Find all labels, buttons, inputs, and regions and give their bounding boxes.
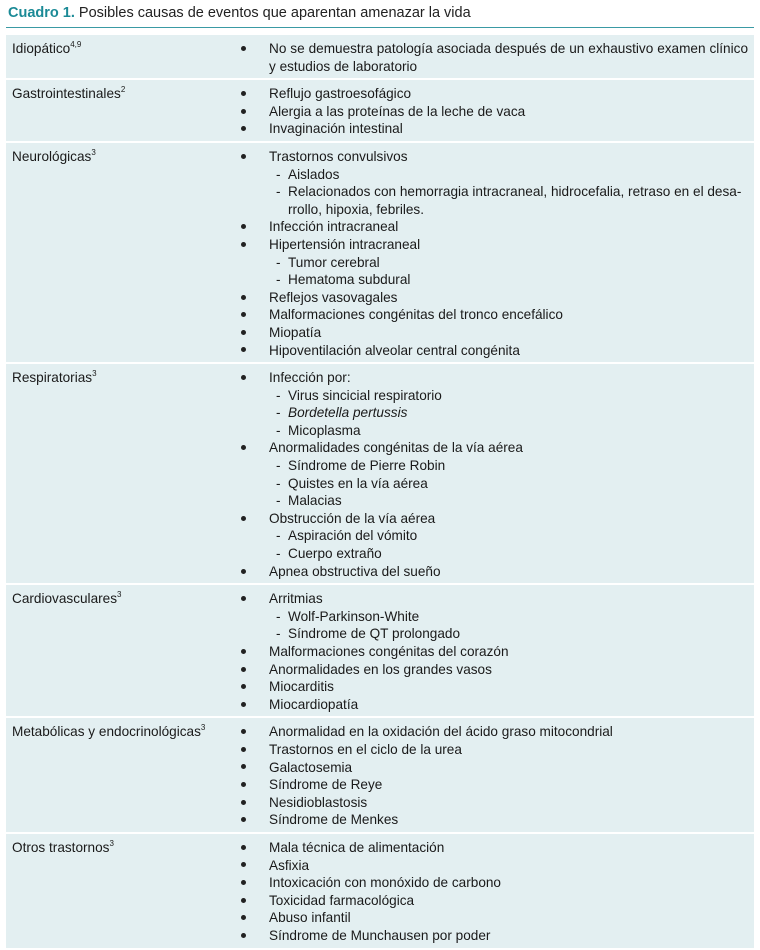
dash-icon: -: [276, 166, 281, 182]
item-text: Infección intracraneal: [269, 219, 399, 235]
dash-icon: -: [276, 493, 281, 509]
bullet-icon: [238, 342, 269, 360]
bullet-icon: [238, 306, 269, 324]
sub-list-item: [250, 475, 748, 493]
item-text: Reflujo gastroesofágico: [269, 86, 412, 102]
item-text: Malformaciones congénitas del corazón: [269, 644, 509, 659]
list-item: [238, 857, 748, 875]
dash-icon: -: [276, 458, 281, 474]
dash-icon: -: [276, 184, 281, 200]
items-cell: [238, 723, 754, 829]
caption-divider: [6, 27, 754, 28]
sub-list-item: [250, 527, 748, 545]
item-text: Miocarditis: [269, 679, 334, 695]
reference-superscript: 3: [109, 838, 114, 848]
sub-item-text: Hematoma subdural: [288, 272, 411, 288]
bullet-icon: [238, 324, 269, 342]
category-label: Otros trastornos: [12, 839, 110, 855]
bullet-icon: [238, 40, 269, 75]
dash-icon: -: [276, 475, 281, 491]
list-item: [238, 759, 748, 777]
sub-list-item: [250, 387, 748, 405]
list-item: [238, 741, 748, 759]
list-item: [238, 811, 748, 829]
sub-item-text: Relacionados con hemorragia intracraneal, hidrocefalia, retraso en el desarrollo, hipoxia, febriles.: [288, 184, 742, 217]
bullet-icon: [238, 439, 269, 457]
list-item: [238, 342, 748, 360]
category-cell: [6, 839, 238, 945]
bullet-icon: [238, 218, 269, 236]
item-text: Invaginación intestinal: [269, 121, 403, 137]
dash-icon: -: [276, 626, 281, 642]
item-text: Síndrome de Munchausen por poder: [269, 927, 491, 943]
bullet-icon: [238, 369, 269, 387]
category-cell: [6, 369, 238, 580]
caption-label: Cuadro 1.: [8, 5, 75, 21]
category-label: Idiopático: [12, 41, 71, 56]
table-row: [6, 143, 754, 362]
sub-list-item: [250, 545, 748, 563]
bullet-icon: [238, 510, 269, 528]
bullet-icon: [238, 563, 269, 581]
category-cell: [6, 723, 238, 829]
dash-icon: -: [276, 272, 281, 288]
table-row: [6, 718, 754, 832]
reference-superscript: 2: [120, 85, 126, 95]
bullet-icon: [238, 874, 269, 892]
bullet-icon: [238, 857, 269, 875]
list-item: [238, 643, 748, 661]
sub-item-text: Aislados: [288, 166, 340, 182]
sub-list-item: [250, 492, 748, 510]
items-cell: [238, 590, 754, 713]
item-text: Asfixia: [269, 857, 310, 873]
table-row: [6, 585, 754, 716]
bullet-icon: [238, 794, 269, 812]
sub-item-text: Síndrome de QT prolongado: [288, 626, 461, 642]
item-text: Intoxicación con monóxido de carbono: [269, 875, 501, 891]
caption-text: Posibles causas de eventos que aparentan amenazar la vida: [78, 5, 471, 21]
sub-item-text: Tumor cerebral: [288, 254, 380, 270]
bullet-icon: [238, 927, 269, 945]
items-cell: [238, 148, 754, 359]
item-text: Galactosemia: [269, 759, 353, 775]
list-item: [238, 563, 748, 581]
bullet-icon: [238, 696, 269, 714]
bullet-icon: [238, 909, 269, 927]
category-label: Cardiovasculares: [12, 591, 118, 607]
list-item: [238, 120, 748, 138]
reference-superscript: 3: [92, 369, 97, 379]
list-item: [238, 236, 748, 254]
sub-list-item: [250, 183, 748, 218]
list-item: [238, 510, 748, 528]
bullet-icon: [238, 148, 269, 166]
sub-item-text: Wolf-Parkinson-White: [288, 608, 420, 624]
item-text: Miocardiopatía: [269, 696, 359, 712]
bullet-icon: [238, 85, 269, 103]
bullet-icon: [238, 289, 269, 307]
item-text: Síndrome de Reye: [269, 777, 383, 793]
bullet-icon: [238, 103, 269, 121]
category-label: Gastrointestinales: [12, 86, 121, 102]
sub-item-text: Aspiración del vómito: [288, 528, 418, 544]
dash-icon: -: [276, 528, 281, 544]
category-cell: [6, 40, 238, 75]
items-cell: [238, 40, 754, 75]
item-text: Arritmias: [269, 591, 323, 607]
bullet-icon: [238, 776, 269, 794]
bullet-icon: [238, 811, 269, 829]
bullet-icon: [238, 678, 269, 696]
item-text: Mala técnica de alimentación: [269, 839, 445, 855]
sub-list-item: [250, 422, 748, 440]
table-row: [6, 80, 754, 141]
item-text: Hipertensión intracraneal: [269, 236, 421, 252]
table-row: [6, 364, 754, 583]
sub-list-item: [250, 625, 748, 643]
sub-list-item: [250, 271, 748, 289]
list-item: [238, 839, 748, 857]
sub-list-item: [250, 166, 748, 184]
sub-list-item: [250, 404, 748, 422]
item-text: Anormalidad en la oxidación del ácido graso mitocondrial: [269, 724, 613, 740]
bullet-icon: [238, 643, 269, 661]
item-text: Toxicidad farmacológica: [269, 892, 415, 908]
dash-icon: -: [276, 422, 281, 438]
list-item: [238, 218, 748, 236]
list-item: [238, 148, 748, 166]
item-text: Anormalidades congénitas de la vía aérea: [269, 440, 523, 456]
reference-superscript: 4,9: [70, 40, 82, 49]
items-cell: [238, 85, 754, 138]
sub-item-text: Quistes en la vía aérea: [288, 475, 428, 491]
sub-item-text: Malacias: [288, 493, 342, 509]
list-item: [238, 289, 748, 307]
bullet-icon: [238, 741, 269, 759]
table-row: [6, 834, 754, 948]
dash-icon: -: [276, 608, 281, 624]
bullet-icon: [238, 759, 269, 777]
causes-table: [6, 35, 754, 950]
list-item: [238, 306, 748, 324]
category-label: Metabólicas y endocrinológicas: [12, 724, 201, 740]
list-item: [238, 776, 748, 794]
dash-icon: -: [276, 254, 281, 270]
item-text: Reflejos vasovagales: [269, 289, 398, 305]
item-text: No se demuestra patología asociada después de un exhaustivo examen clínico y estudios de laboratorio: [269, 41, 748, 74]
item-text: Trastornos convulsivos: [269, 148, 408, 164]
sub-item-text: Bordetella pertussis: [288, 405, 408, 421]
list-item: [238, 794, 748, 812]
list-item: [238, 369, 748, 387]
item-text: Síndrome de Menkes: [269, 812, 399, 828]
sub-list-item: [250, 254, 748, 272]
reference-superscript: 3: [91, 147, 96, 157]
item-text: Miopatía: [269, 324, 322, 340]
list-item: [238, 696, 748, 714]
list-item: [238, 678, 748, 696]
category-cell: [6, 85, 238, 138]
dash-icon: -: [276, 405, 281, 421]
category-label: Respiratorias: [12, 370, 93, 386]
bullet-icon: [238, 590, 269, 608]
bullet-icon: [238, 236, 269, 254]
list-item: [238, 909, 748, 927]
item-text: Obstrucción de la vía aérea: [269, 510, 436, 526]
sub-list-item: [250, 457, 748, 475]
reference-superscript: 3: [200, 723, 206, 733]
item-text: Anormalidades en los grandes vasos: [269, 661, 492, 677]
bullet-icon: [238, 723, 269, 741]
list-item: [238, 324, 748, 342]
sub-item-text: Síndrome de Pierre Robin: [288, 458, 446, 474]
sub-item-text: Micoplasma: [288, 422, 361, 438]
item-text: Trastornos en el ciclo de la urea: [269, 741, 462, 757]
dash-icon: -: [276, 546, 281, 562]
dash-icon: -: [276, 387, 281, 403]
list-item: [238, 103, 748, 121]
sub-list-item: [250, 608, 748, 626]
items-cell: [238, 369, 754, 580]
list-item: [238, 661, 748, 679]
bullet-icon: [238, 892, 269, 910]
bullet-icon: [238, 661, 269, 679]
list-item: [238, 874, 748, 892]
item-text: Infección por:: [269, 370, 351, 386]
item-text: Nesidioblastosis: [269, 794, 368, 810]
bullet-icon: [238, 839, 269, 857]
sub-item-text: Virus sincicial respiratorio: [288, 387, 442, 403]
list-item: [238, 40, 748, 75]
items-cell: [238, 839, 754, 945]
category-cell: [6, 590, 238, 713]
category-label: Neurológicas: [12, 148, 92, 164]
item-text: Apnea obstructiva del sueño: [269, 563, 441, 579]
list-item: [238, 439, 748, 457]
list-item: [238, 85, 748, 103]
table-caption: [8, 4, 471, 22]
list-item: [238, 927, 748, 945]
item-text: Hipoventilación alveolar central congénita: [269, 342, 520, 358]
bullet-icon: [238, 120, 269, 138]
sub-item-text: Cuerpo extraño: [288, 546, 382, 562]
reference-superscript: 3: [117, 590, 122, 600]
table-row: [6, 35, 754, 78]
item-text: Alergia a las proteínas de la leche de vaca: [269, 103, 526, 119]
category-cell: [6, 148, 238, 359]
list-item: [238, 590, 748, 608]
item-text: Malformaciones congénitas del tronco encefálico: [269, 307, 563, 323]
item-text: Abuso infantil: [269, 910, 351, 926]
list-item: [238, 723, 748, 741]
list-item: [238, 892, 748, 910]
